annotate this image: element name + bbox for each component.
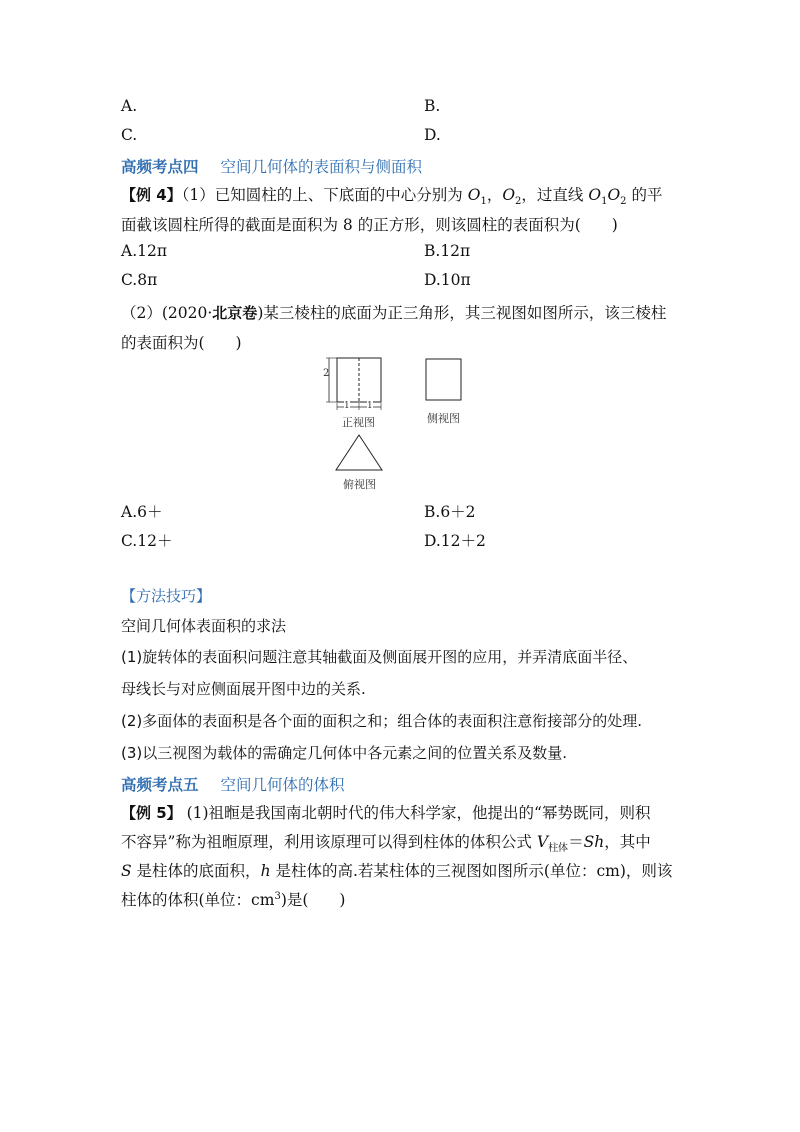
example4-part2-line2: 的表面积为( ) — [121, 334, 242, 352]
section-label: 高频考点四 — [121, 158, 199, 176]
ex4-choice-b: B.12π — [424, 242, 471, 260]
ex4-choice-a: A.12π — [121, 242, 168, 260]
example-tag: 【例 4】 — [121, 186, 182, 204]
ex4-2-choice-b: B.6＋2 — [424, 503, 476, 521]
example5-line4: 柱体的体积(单位：$cm^3$)是( ) — [121, 890, 346, 909]
example5-line2: 不容异”称为祖暅原理，利用该原理可以得到柱体的体积公式 $V_{柱体}=Sh$，其中 — [121, 833, 651, 855]
side-view-rect — [426, 359, 461, 400]
method-item-2: (2)多面体的表面积是各个面的面积之和；组合体的表面积注意衔接部分的处理. — [121, 712, 643, 730]
example4-line2: 面截该圆柱所得的截面是面积为 8 的正方形，则该圆柱的表面积为( ) — [121, 216, 618, 234]
top-view-triangle — [336, 435, 382, 470]
section-heading-4 — [121, 155, 422, 177]
method-item-1a: (1)旋转体的表面积问题注意其轴截面及侧面展开图的应用，并弄清底面半径、 — [121, 648, 638, 666]
section-label: 高频考点五 — [121, 776, 199, 794]
section-title: 空间几何体的体积 — [220, 776, 345, 794]
example5-line1: 【例 5】 (1)祖暅是我国南北朝时代的伟大科学家，他提出的“幂势既同，则积 — [121, 804, 651, 822]
ex4-2-choice-c: C.12＋ — [121, 532, 173, 550]
source-tag: 北京卷 — [212, 304, 258, 322]
method-item-1b: 母线长与对应侧面展开图中边的关系. — [121, 680, 366, 698]
ex4-2-choice-d: D.12＋2 — [424, 532, 486, 550]
ex4-choice-d: D.10π — [424, 271, 471, 289]
example4-line1: 【例 4】（1）已知圆柱的上、下底面的中心分别为 $O_1$，$O_2$，过直线 $O_1O_2$ 的平 — [121, 186, 663, 208]
ex4-choice-c: C.8π — [121, 271, 158, 289]
method-tag: 【方法技巧】 — [121, 587, 212, 605]
method-item-3: (3)以三视图为载体的需确定几何体中各元素之间的位置关系及数量. — [121, 744, 568, 762]
height-dim-label: 2 — [323, 368, 330, 379]
section-title: 空间几何体的表面积与侧面积 — [220, 158, 423, 176]
choice-a: A. — [121, 97, 138, 115]
choice-c: C. — [121, 126, 138, 144]
example4-part2-line1: （2）(2020·北京卷)某三棱柱的底面为正三角形，其三视图如图所示，该三棱柱 — [121, 304, 667, 322]
top-view-label: 俯视图 — [343, 478, 376, 491]
choice-b: B. — [424, 97, 441, 115]
section-heading-5 — [121, 773, 345, 795]
ex4-2-choice-a: A.6＋ — [121, 503, 163, 521]
method-title: 空间几何体表面积的求法 — [121, 617, 287, 635]
width-dim-label-right: 1 — [367, 401, 373, 411]
example-tag: 【例 5】 — [121, 804, 182, 822]
choice-d: D. — [424, 126, 441, 144]
side-view-label: 侧视图 — [427, 412, 460, 425]
example5-line3: S 是柱体的底面积，h 是柱体的高.若某柱体的三视图如图所示(单位：cm)，则该 — [121, 862, 673, 880]
front-view-label: 正视图 — [342, 416, 375, 429]
width-dim-label-left: 1 — [344, 401, 350, 411]
